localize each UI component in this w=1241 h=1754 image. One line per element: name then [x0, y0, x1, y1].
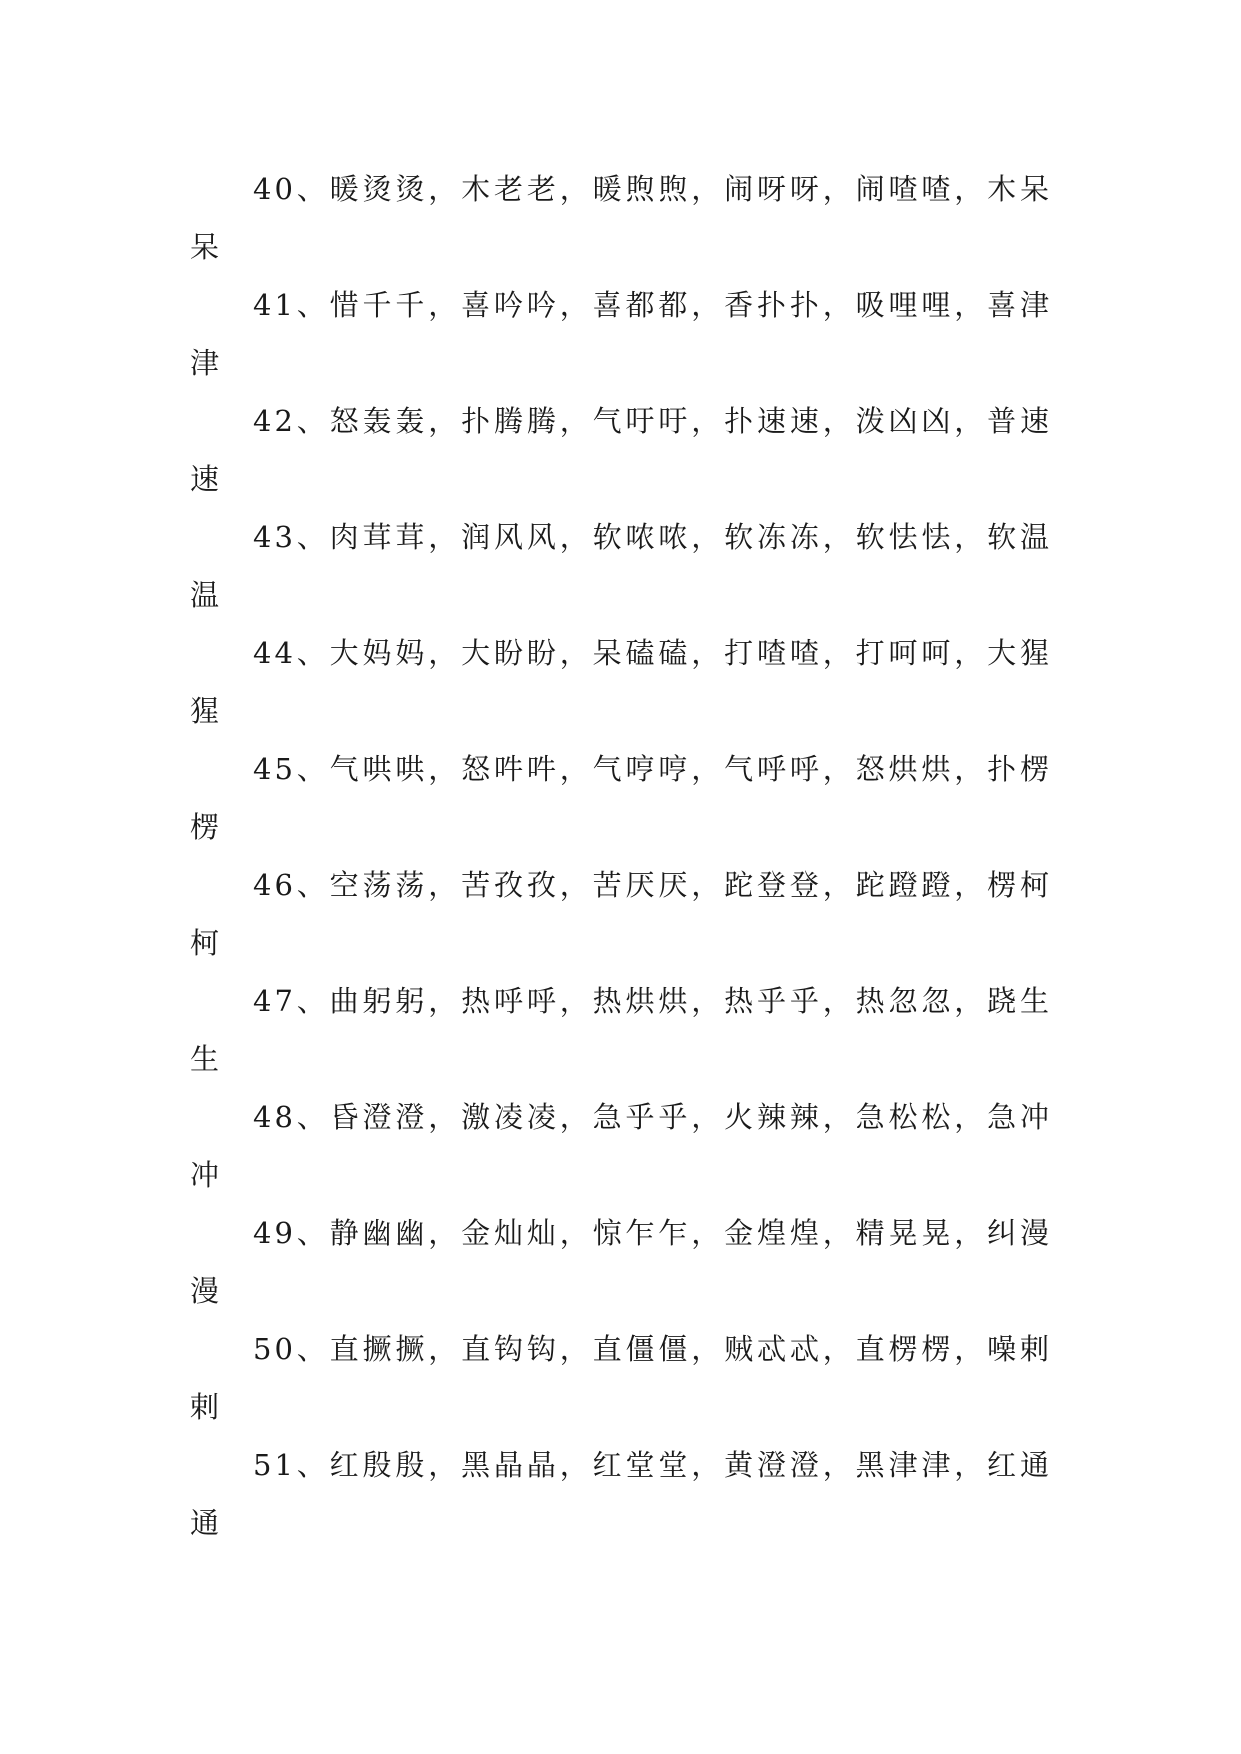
entry-46: 46、空荡荡，苦孜孜，苦厌厌，跎登登，跎蹬蹬，楞柯柯 [190, 868, 1052, 960]
entry-43: 43、肉茸茸，润风风，软哝哝，软冻冻，软怯怯，软温温 [190, 520, 1052, 612]
entry-50: 50、直撅撅，直钩钩，直僵僵，贼忒忒，直楞楞，噪剌剌 [190, 1332, 1052, 1424]
entry-41: 41、惜千千，喜吟吟，喜都都，香扑扑，吸哩哩，喜津津 [190, 288, 1052, 380]
entry-49: 49、静幽幽，金灿灿，惊乍乍，金煌煌，精晃晃，纠漫漫 [190, 1216, 1052, 1308]
entry-45: 45、气哄哄，怒吽吽，气哼哼，气呼呼，怒烘烘，扑楞楞 [190, 752, 1052, 844]
entry-44: 44、大妈妈，大盼盼，呆磕磕，打喳喳，打呵呵，大猩猩 [190, 636, 1052, 728]
document-body [190, 160, 1052, 1552]
entry-47: 47、曲躬躬，热呼呼，热烘烘，热乎乎，热忽忽，跷生生 [190, 984, 1052, 1076]
entry-48: 48、昏澄澄，激凌凌，急乎乎，火辣辣，急松松，急冲冲 [190, 1100, 1052, 1192]
entry-40: 40、暖烫烫，木老老，暖煦煦，闹呀呀，闹喳喳，木呆呆 [190, 172, 1052, 264]
entry-42: 42、怒轰轰，扑腾腾，气吁吁，扑速速，泼凶凶，普速速 [190, 404, 1052, 496]
entry-51: 51、红殷殷，黑晶晶，红堂堂，黄澄澄，黑津津，红通通 [190, 1448, 1052, 1540]
